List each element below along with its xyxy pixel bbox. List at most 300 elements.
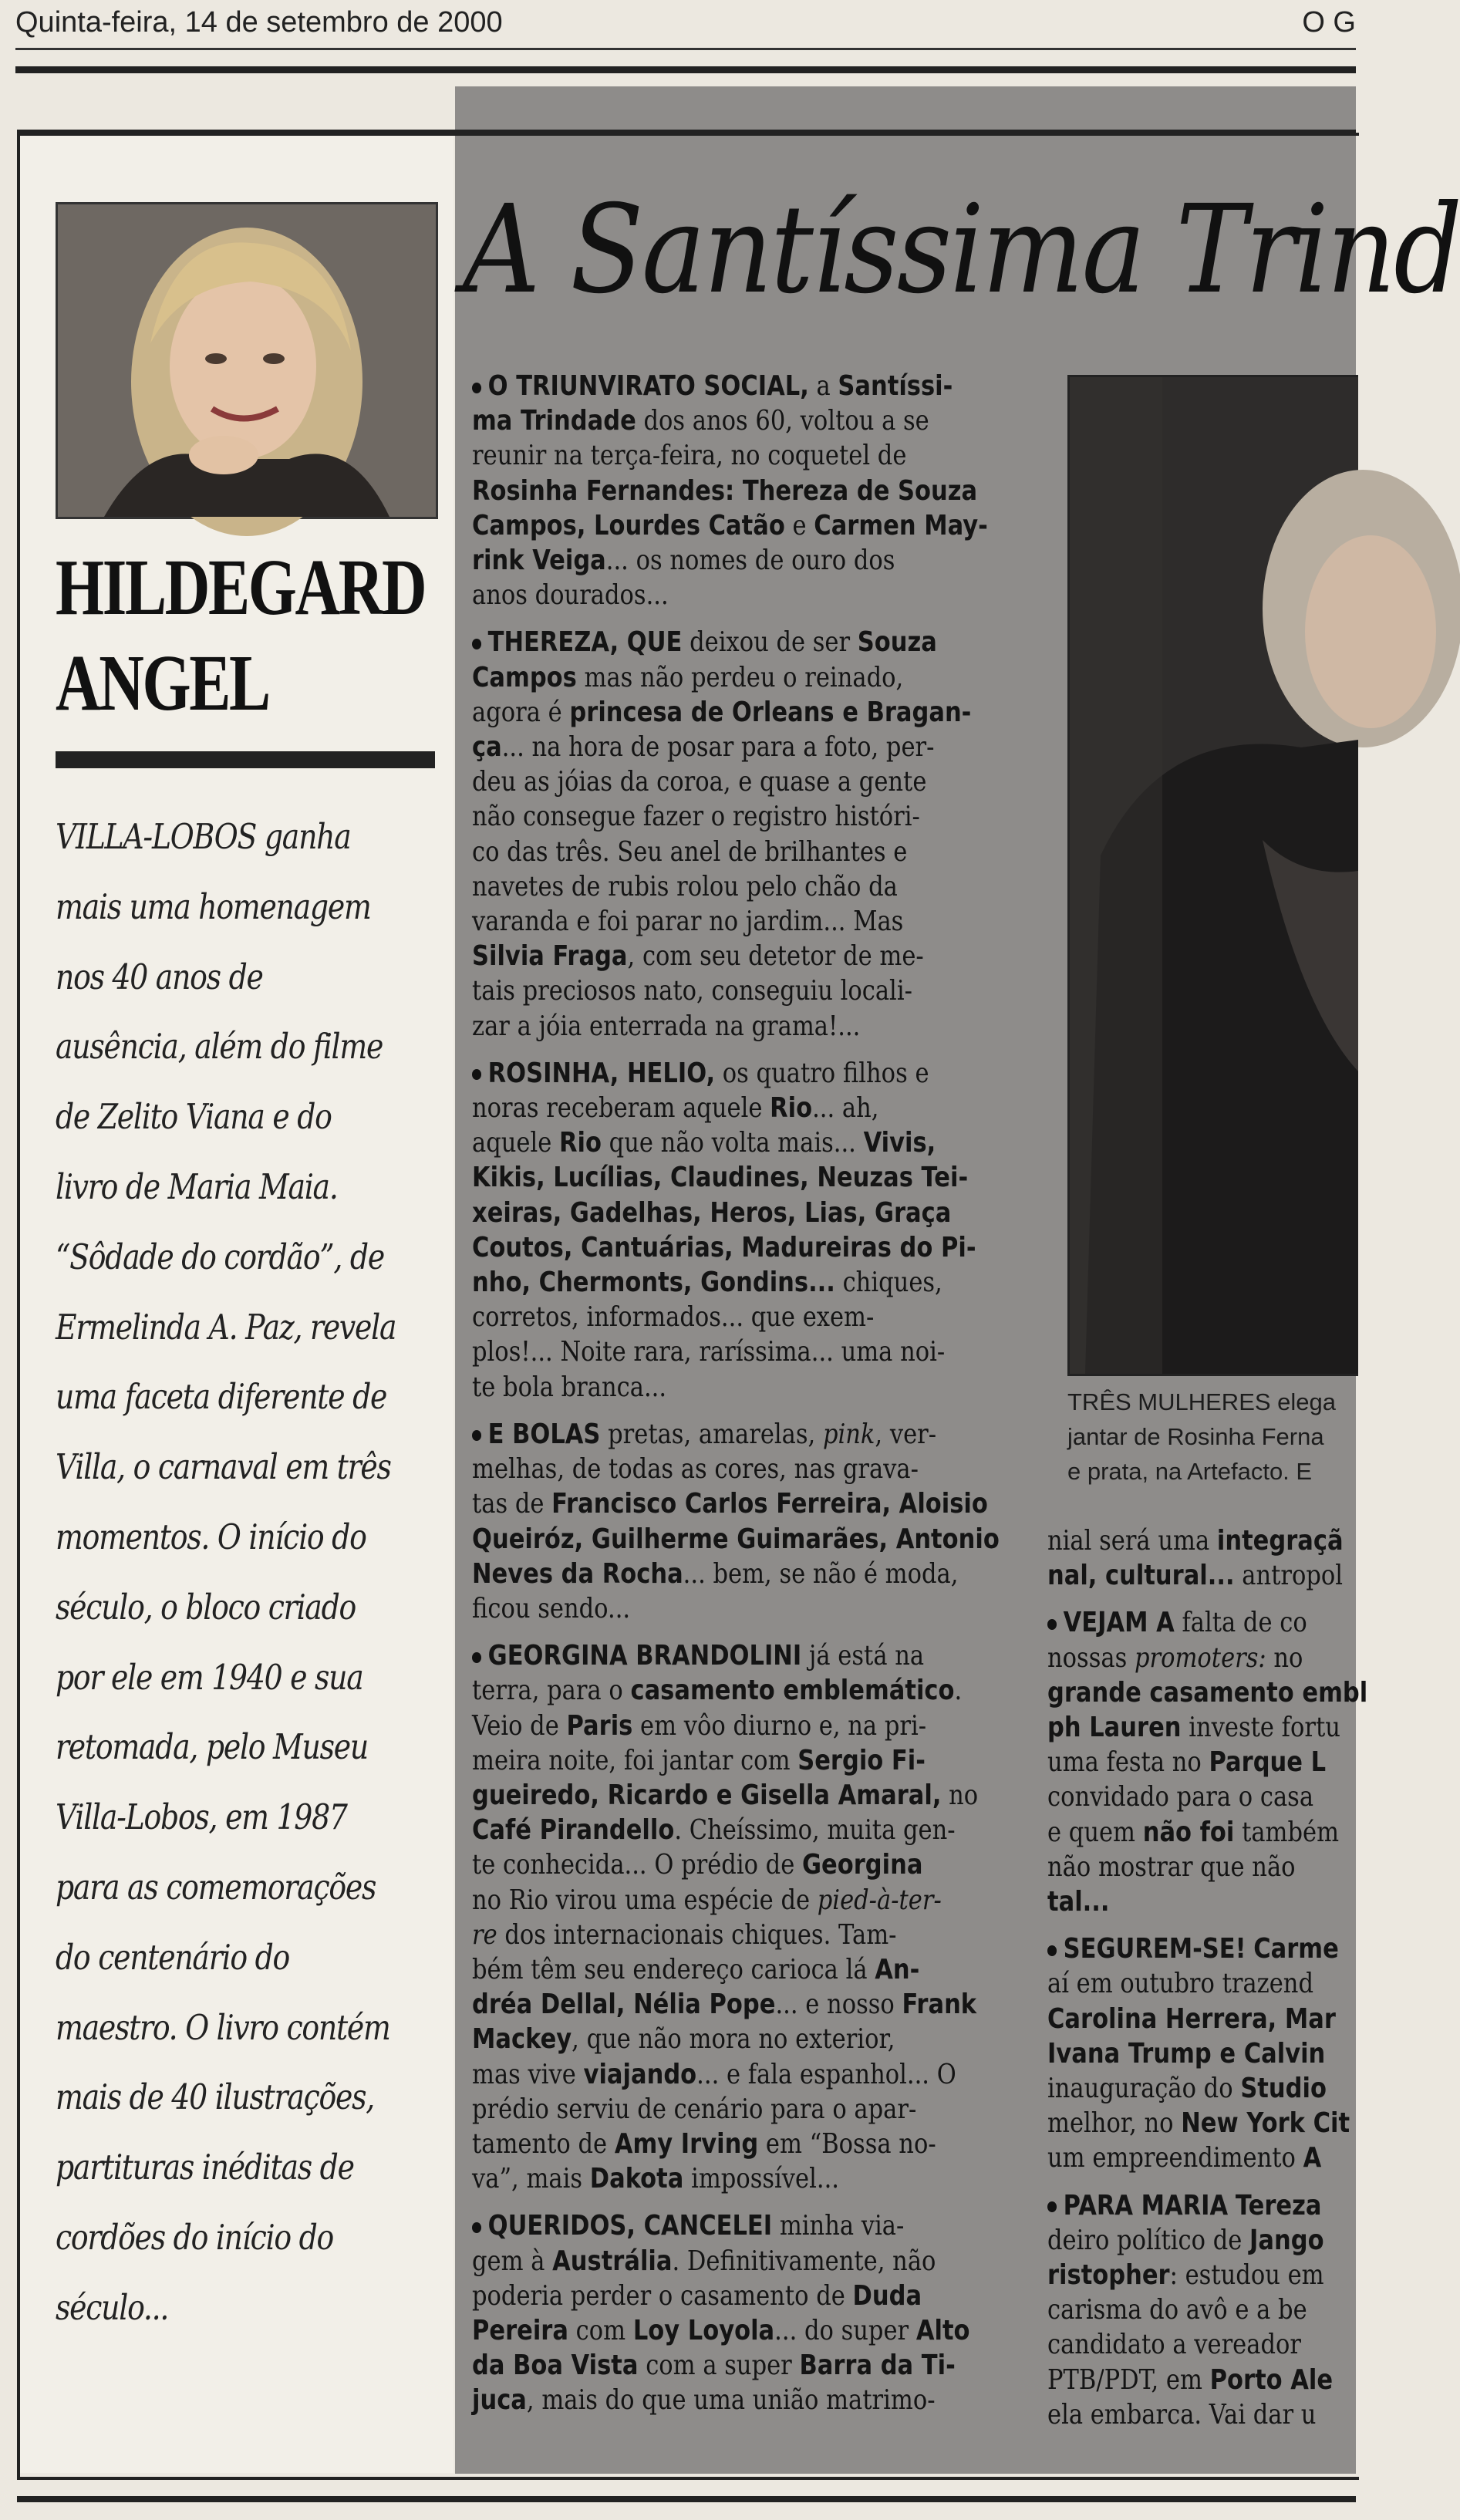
sidebar-teaser	[56, 802, 441, 2343]
text-run: nossas	[1047, 1641, 1135, 1674]
teaser-line: momentos. O início do	[56, 1516, 366, 1557]
text-line	[472, 1196, 952, 1230]
text-line	[472, 2022, 929, 2056]
text-run: antropol	[1234, 1560, 1344, 1592]
bold-name: ROSINHA, HELIO,	[487, 1057, 716, 1089]
text-run: também	[1234, 1816, 1340, 1848]
text-line	[1047, 1850, 1313, 1884]
text-run: aí em outubro trazend	[1047, 1968, 1314, 2000]
bold-name: rink Veiga	[472, 545, 606, 577]
text-run: deixou de ser	[682, 626, 858, 659]
text-line	[472, 1918, 929, 1952]
text-line	[472, 1417, 937, 1452]
text-run: mas vive	[472, 2058, 584, 2090]
text-line	[1047, 2223, 1324, 2258]
bold-name: Alto	[915, 2314, 970, 2346]
text-line	[1047, 2397, 1317, 2432]
teaser-line: de Zelito Viana e do	[56, 1096, 332, 1138]
bold-name: ma Trindade	[472, 405, 636, 437]
text-line	[1047, 1780, 1313, 1814]
text-run: va”, mais	[472, 2163, 590, 2195]
text-run: te bola branca...	[472, 1371, 667, 1403]
teaser-line: retomada, pelo Museu	[56, 1726, 368, 1768]
bold-name: Loy Loyola	[632, 2314, 775, 2346]
text-run: no	[1266, 1641, 1303, 1674]
columnist-name	[56, 540, 426, 731]
bold-name: Porto Ale	[1209, 2363, 1334, 2396]
text-line	[472, 2383, 936, 2417]
text-line	[1047, 1605, 1313, 1640]
text-line	[472, 695, 972, 730]
bold-name: Campos, Lourdes Catão	[472, 509, 785, 541]
bold-name: Souza	[857, 626, 937, 659]
bold-name: Queiróz, Guilherme Guimarães, Antonio	[472, 1523, 1000, 1555]
text-line	[472, 1486, 988, 1521]
text-run: não mostrar que não	[1047, 1850, 1296, 1883]
text-line	[472, 2127, 936, 2161]
teaser-line: por ele em 1940 e sua	[56, 1656, 363, 1698]
bold-name: nho, Chermonts, Gondins...	[472, 1267, 835, 1299]
text-run: falta de co	[1174, 1607, 1307, 1639]
bold-name: THEREZA, QUE	[487, 626, 683, 659]
bold-name: Silvia Fraga	[472, 940, 628, 973]
text-run: dos internacionais chiques. Tam-	[497, 1918, 897, 1951]
text-line	[472, 2244, 936, 2279]
bold-name: QUERIDOS, CANCELEI	[487, 2210, 773, 2242]
bold-name: grande casamento embl	[1047, 1676, 1368, 1709]
text-run: com a super	[638, 2350, 800, 2382]
text-run: .	[954, 1675, 963, 1707]
text-line	[1047, 1884, 1313, 1919]
bold-name: nal, cultural...	[1047, 1560, 1235, 1592]
teaser-line: cordões do início do	[56, 2216, 334, 2258]
teaser-line: Villa-Lobos, em 1987	[56, 1796, 347, 1838]
text-run: em “Bossa no-	[758, 2127, 936, 2160]
text-run: : estudou em	[1169, 2259, 1324, 2292]
text-line	[472, 543, 929, 578]
text-line	[472, 730, 935, 764]
bold-name: juca	[472, 2384, 527, 2417]
bold-name: Georgina	[801, 1849, 923, 1881]
teaser-line: livro de Maria Maia.	[56, 1166, 338, 1207]
bold-name: Kikis, Lucílias, Claudines, Neuzas Tei-	[472, 1162, 969, 1194]
text-line	[472, 764, 929, 799]
bullet-icon	[472, 639, 481, 649]
teaser-line: para as comemorações	[56, 1866, 376, 1908]
bold-name: casamento emblemático	[630, 1675, 955, 1707]
text-run: que não volta mais...	[601, 1127, 864, 1159]
teaser-line: ausência, além do filme	[56, 1026, 383, 1068]
text-line	[472, 1370, 929, 1405]
text-line	[472, 2279, 929, 2313]
portrait-image	[58, 204, 436, 517]
text-line	[472, 2208, 929, 2243]
teaser-line: maestro. O livro contém	[56, 2006, 390, 2048]
caption-line: TRÊS MULHERES elega	[1067, 1388, 1337, 1415]
bold-name: E BOLAS	[487, 1418, 601, 1450]
bullet-icon	[472, 1069, 481, 1080]
paragraph-gap	[1047, 1593, 1356, 1605]
text-run: e quem	[1047, 1816, 1143, 1848]
bold-name: gueiredo, Ricardo e Gisella Amaral,	[472, 1779, 942, 1811]
text-line	[472, 1813, 956, 1847]
text-run: , ver-	[875, 1418, 937, 1450]
bold-name: Austrália	[552, 2245, 673, 2277]
text-run: e	[784, 509, 814, 541]
bold-name: dréa Dellal, Nélia Pope	[472, 1989, 776, 2021]
text-line	[1047, 2071, 1327, 2106]
text-run: ... e nosso	[775, 1989, 902, 2021]
bold-name: ph Lauren	[1047, 1712, 1182, 1744]
text-run: com	[568, 2314, 633, 2346]
paragraph-gap	[1047, 1919, 1356, 1931]
bottom-rule	[17, 2496, 1356, 2502]
text-line	[1047, 1641, 1313, 1675]
text-line	[472, 625, 937, 660]
text-line	[472, 403, 929, 438]
bullet-icon	[1047, 2201, 1057, 2212]
teaser-line: nos 40 anos de	[56, 956, 263, 997]
bold-name: Santíssi-	[838, 370, 953, 402]
newspaper-name-fragment: O G	[1302, 6, 1356, 39]
header-rule-thin	[15, 48, 1356, 50]
text-line	[1047, 2363, 1334, 2397]
text-run: no Rio virou uma espécie de	[472, 1884, 818, 1916]
italic-term: pied-à-ter-	[817, 1884, 942, 1916]
text-line	[472, 2161, 929, 2196]
text-run: tamento de	[472, 2127, 615, 2160]
text-line	[472, 939, 929, 973]
text-run: dos anos 60, voltou a se	[636, 405, 929, 437]
italic-term: pink	[822, 1418, 875, 1450]
bold-name: Carme	[1253, 1933, 1339, 1965]
teaser-line: do centenário do	[56, 1936, 290, 1978]
text-line	[1047, 1558, 1344, 1593]
text-run: em vôo diurno e, na pri-	[632, 1709, 927, 1742]
text-run: tais preciosos nato, conseguiu locali-	[472, 975, 912, 1007]
text-run: ... na hora de posar para a foto, per-	[501, 731, 935, 764]
text-run: uma festa no	[1047, 1746, 1209, 1779]
bold-name: Rio	[770, 1092, 813, 1125]
bold-name: Neves da Rocha	[472, 1557, 683, 1590]
bold-name: SEGUREM-SE!	[1063, 1933, 1246, 1965]
text-line	[472, 1952, 929, 1987]
text-run: co das três. Seu anel de brilhantes e	[472, 835, 908, 868]
text-run: aquele	[472, 1127, 560, 1159]
text-run: investe fortu	[1181, 1712, 1340, 1744]
text-line	[1047, 1675, 1368, 1710]
bold-name: Campos	[472, 661, 577, 693]
text-run: minha via-	[772, 2210, 905, 2242]
text-line	[472, 835, 929, 869]
text-run: tas de	[472, 1488, 552, 1520]
text-line	[472, 1522, 1000, 1557]
bullet-icon	[472, 1430, 481, 1441]
text-run: corretos, informados... que exem-	[472, 1301, 875, 1334]
text-line	[1047, 2106, 1350, 2140]
text-run: bém têm seu endereço carioca lá	[472, 1953, 875, 1985]
text-line	[1047, 2188, 1322, 2223]
text-line	[1047, 1745, 1327, 1780]
bullet-icon	[1047, 1619, 1057, 1630]
text-run: pretas, amarelas,	[600, 1418, 823, 1450]
text-line	[472, 1743, 929, 1778]
text-line	[472, 799, 929, 834]
text-run	[1246, 1933, 1254, 1965]
bold-name: Jango	[1249, 2224, 1324, 2256]
text-line	[472, 578, 929, 612]
article-column-2	[1047, 1523, 1368, 2432]
text-line	[472, 1709, 929, 1743]
photo-caption	[1067, 1385, 1356, 1489]
text-line	[472, 1009, 929, 1044]
text-run: convidado para o casa	[1047, 1781, 1314, 1813]
text-run: melhas, de todas as cores, nas grava-	[472, 1453, 919, 1486]
teaser-line: VILLA-LOBOS ganha	[56, 816, 351, 857]
text-line	[472, 508, 988, 543]
text-run: , que não mora no exterior,	[572, 2023, 895, 2056]
text-run: terra, para o	[472, 1675, 631, 1707]
bold-name: Rosinha Fernandes: Thereza de Souza	[472, 474, 978, 507]
text-run: mas não perdeu o reinado,	[576, 661, 904, 693]
text-line	[472, 1230, 976, 1265]
text-line	[1047, 1966, 1313, 2001]
text-run: melhor, no	[1047, 2107, 1182, 2140]
text-run: deu as jóias da coroa, e quase a gente	[472, 766, 927, 798]
text-run: gem à	[472, 2245, 553, 2277]
bold-name: Dakota	[589, 2163, 684, 2195]
paragraph-gap	[472, 1405, 1004, 1417]
text-run: te conhecida... O prédio de	[472, 1849, 802, 1881]
bullet-icon	[472, 2222, 481, 2233]
text-run: no	[941, 1779, 979, 1811]
text-run: a	[808, 370, 838, 402]
bold-name: Amy Irving	[614, 2127, 759, 2160]
text-line	[472, 1883, 942, 1918]
text-line	[472, 1847, 929, 1882]
text-line	[472, 1334, 946, 1369]
text-line	[1047, 1815, 1340, 1850]
bold-name: Carmen May-	[814, 509, 988, 541]
bold-name: Pereira	[472, 2314, 568, 2346]
bold-name: Tereza	[1235, 2189, 1322, 2221]
header-rule-thick	[15, 66, 1356, 73]
text-run: plos!... Noite rara, raríssima... uma noi-	[472, 1336, 946, 1368]
text-run: não consegue fazer o registro históri-	[472, 801, 920, 833]
text-line	[1047, 1931, 1339, 1966]
text-line	[472, 2348, 956, 2383]
text-line	[472, 438, 929, 473]
text-line	[472, 1557, 959, 1591]
teaser-line: mais uma homenagem	[56, 886, 371, 927]
text-run: , com seu detetor de me-	[627, 940, 924, 973]
bold-name: xeiras, Gadelhas, Heros, Lias, Graça	[472, 1196, 952, 1229]
bold-name: GEORGINA BRANDOLINI	[487, 1640, 802, 1672]
teaser-line: “Sôdade do cordão”, de	[56, 1236, 384, 1277]
text-run: . Definitivamente, não	[672, 2245, 936, 2277]
text-run: varanda e foi parar no jardim... Mas	[472, 906, 904, 938]
paragraph-gap	[472, 1044, 1004, 1056]
text-line	[1047, 2327, 1313, 2362]
text-line	[472, 1778, 979, 1813]
paragraph-gap	[472, 1626, 1004, 1638]
text-run: prédio serviu de cenário para o apar-	[472, 2093, 917, 2125]
bold-name: integraçã	[1216, 1525, 1344, 1557]
text-run: ... bem, se não é moda,	[683, 1557, 959, 1590]
paragraph-gap	[472, 612, 1004, 625]
italic-term: re	[472, 1918, 497, 1951]
bold-name: Carolina Herrera, Mar	[1047, 2002, 1336, 2035]
bold-name: Duda	[852, 2279, 922, 2312]
text-run: anos dourados...	[472, 579, 669, 612]
bold-name: Ivana Trump e Calvin	[1047, 2037, 1326, 2070]
bold-name: Vivis,	[863, 1127, 936, 1159]
teaser-line: Ermelinda A. Paz, revela	[56, 1306, 396, 1348]
text-run: carisma do avô e a be	[1047, 2294, 1307, 2326]
text-line	[472, 2313, 970, 2348]
text-line	[1047, 2292, 1313, 2327]
text-run: ficou sendo...	[472, 1592, 631, 1624]
bold-name: Mackey	[472, 2023, 572, 2056]
bold-name: New York Cit	[1181, 2107, 1350, 2140]
text-line	[472, 369, 953, 403]
bold-name: Sergio Fi-	[797, 1744, 926, 1776]
text-run: ... os nomes de ouro dos	[605, 545, 895, 577]
text-line	[472, 1591, 929, 1626]
text-line	[472, 1091, 929, 1125]
text-line	[472, 2057, 956, 2092]
teaser-line: uma faceta diferente de	[56, 1376, 387, 1418]
text-run: navetes de rubis rolou pelo chão da	[472, 870, 898, 902]
paragraph-gap	[472, 2196, 1004, 2208]
text-line	[472, 973, 929, 1008]
caption-line: jantar de Rosinha Ferna	[1067, 1423, 1324, 1450]
bold-name: Francisco Carlos Ferreira, Aloisio	[551, 1488, 988, 1520]
text-run: ... ah,	[812, 1092, 879, 1125]
page-header	[0, 0, 1356, 62]
teaser-line: Villa, o carnaval em três	[56, 1446, 391, 1488]
teaser-line: mais de 40 ilustrações,	[56, 2076, 375, 2118]
text-line	[472, 1673, 963, 1708]
teaser-line: partituras inéditas de	[56, 2147, 354, 2188]
bold-name: tal...	[1047, 1886, 1110, 1918]
text-line	[472, 1160, 969, 1195]
dateline: Quinta-feira, 14 de setembro de 2000	[15, 6, 503, 39]
bold-name: O TRIUNVIRATO SOCIAL,	[487, 370, 809, 402]
text-run: . Cheíssimo, muita gen-	[674, 1814, 956, 1847]
bold-name: PARA MARIA	[1063, 2189, 1229, 2221]
bold-name: Studio	[1240, 2073, 1327, 2105]
bold-name: Café Pirandello	[472, 1814, 675, 1847]
bold-name: Barra da Ti-	[799, 2350, 956, 2382]
text-line	[472, 1265, 942, 1300]
text-run: noras receberam aquele	[472, 1092, 770, 1125]
italic-term: promoters:	[1134, 1641, 1266, 1674]
bullet-icon	[1047, 1945, 1057, 1956]
text-line	[1047, 2002, 1336, 2036]
text-line	[1047, 1523, 1344, 1558]
text-line	[1047, 1710, 1340, 1745]
text-run: ... do super	[774, 2314, 916, 2346]
text-run: ... e fala espanhol... O	[696, 2058, 956, 2090]
text-line	[1047, 2036, 1326, 2071]
article-column-1	[472, 369, 1004, 2418]
text-run: chiques,	[835, 1267, 942, 1299]
photo-image	[1070, 377, 1358, 1374]
text-run: PTB/PDT, em	[1047, 2363, 1210, 2396]
text-line	[472, 1987, 977, 2022]
text-run: agora é	[472, 696, 570, 728]
bold-name: da Boa Vista	[472, 2350, 639, 2382]
bold-name: VEJAM A	[1063, 1607, 1175, 1639]
text-run: os quatro filhos e	[715, 1057, 929, 1089]
bold-name: An-	[875, 1953, 920, 1985]
teaser-line: século...	[56, 2286, 169, 2328]
bold-name: A	[1303, 2142, 1322, 2174]
bold-name: viajando	[583, 2058, 697, 2090]
columnist-portrait	[56, 202, 438, 519]
bold-name: ristopher	[1047, 2259, 1170, 2292]
text-run: candidato a vereador	[1047, 2329, 1301, 2361]
text-line	[472, 1125, 936, 1160]
text-run: ela embarca. Vai dar u	[1047, 2398, 1317, 2431]
text-line	[472, 1638, 929, 1673]
text-line	[472, 1056, 929, 1091]
bullet-icon	[472, 383, 481, 393]
bold-name: Rio	[559, 1127, 602, 1159]
text-run: nial será uma	[1047, 1525, 1217, 1557]
bold-name: Parque L	[1209, 1746, 1327, 1779]
bold-name: Frank	[902, 1989, 977, 2021]
bold-name: ça	[472, 731, 502, 764]
caption-line: e prata, na Artefacto. E	[1067, 1458, 1313, 1485]
text-run	[1228, 2190, 1236, 2221]
text-line	[472, 1300, 929, 1334]
columnist-name-line1: HILDEGARD	[56, 543, 426, 632]
bold-name: não foi	[1142, 1816, 1235, 1848]
text-line	[472, 2092, 929, 2127]
text-run: meira noite, foi jantar com	[472, 1744, 798, 1776]
text-run: reunir na terça-feira, no coquetel de	[472, 440, 907, 472]
text-run: zar a jóia enterrada na grama!...	[472, 1010, 861, 1042]
bullet-icon	[472, 1652, 481, 1663]
text-run: poderia perder o casamento de	[472, 2279, 853, 2312]
bold-name: Paris	[566, 1709, 633, 1742]
bold-name: Coutos, Cantuárias, Madureiras do Pi-	[472, 1231, 976, 1263]
text-run: deiro político de	[1047, 2224, 1250, 2256]
headline: A Santíssima Trind	[463, 179, 1460, 321]
text-run: Veio de	[472, 1709, 567, 1742]
text-line	[1047, 2140, 1322, 2175]
text-run: inauguração do	[1047, 2073, 1241, 2105]
text-line	[472, 1452, 929, 1486]
text-line	[472, 474, 978, 508]
paragraph-gap	[1047, 2176, 1356, 2188]
text-line	[472, 869, 929, 904]
teaser-line: século, o bloco criado	[56, 1586, 356, 1628]
columnist-name-line2: ANGEL	[56, 639, 269, 727]
text-run: , mais do que uma união matrimo-	[526, 2384, 936, 2417]
text-line	[472, 660, 929, 695]
text-run: um empreendimento	[1047, 2142, 1303, 2174]
text-run: já está na	[801, 1640, 925, 1672]
article-photo	[1067, 375, 1358, 1376]
text-line	[1047, 2258, 1324, 2292]
bold-name: princesa de Orleans e Bragan-	[569, 696, 972, 728]
text-line	[472, 904, 929, 939]
name-underline-bar	[56, 751, 435, 768]
text-run: impossível...	[683, 2163, 840, 2195]
